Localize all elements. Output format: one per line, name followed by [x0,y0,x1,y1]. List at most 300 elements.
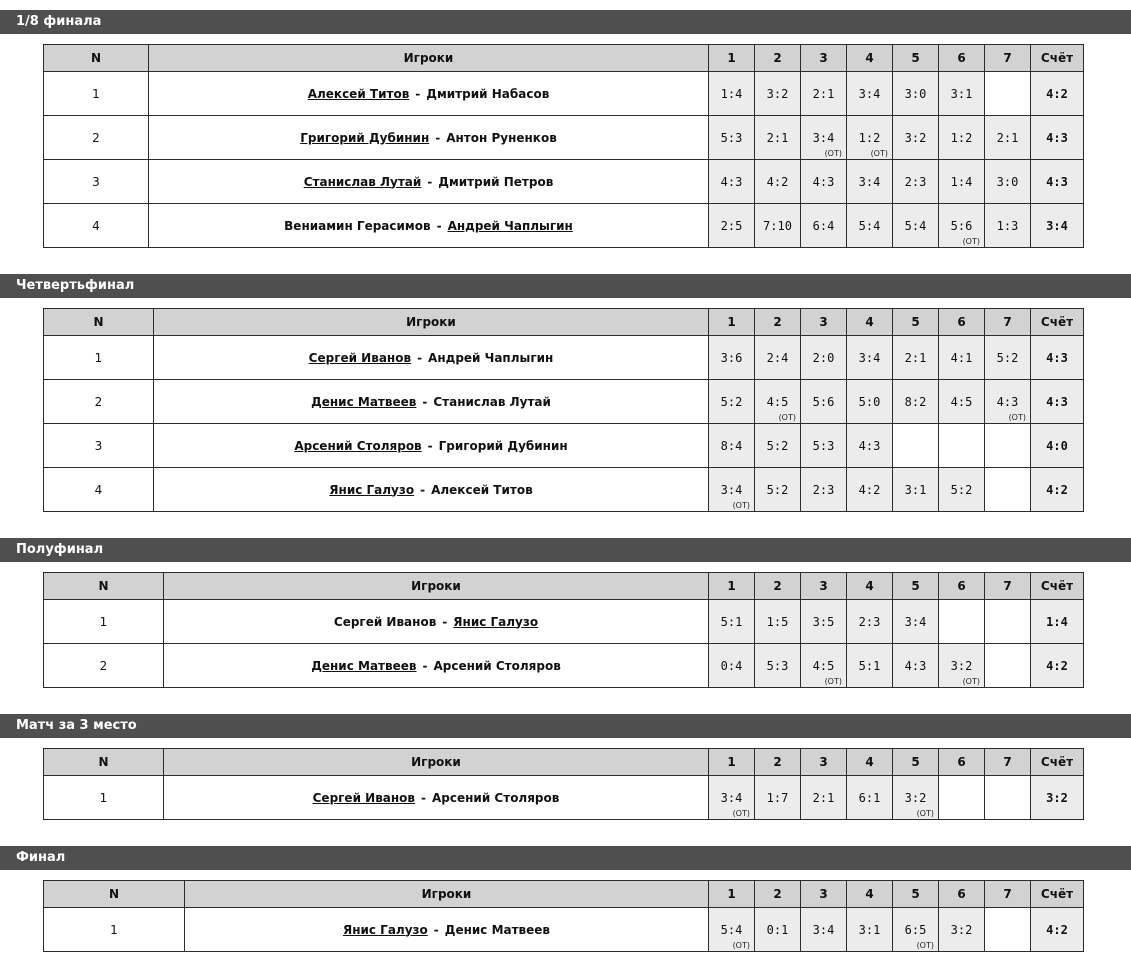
set-7-score [985,776,1031,820]
match-players [154,380,709,424]
table-header-row [44,881,1084,908]
match-total-score: 4:2 [1031,908,1084,952]
column-header-players: Игроки [164,573,709,600]
set-5-score [893,600,939,644]
set-score-value: 3:2 [766,86,789,101]
set-score-value: 3:4 [858,350,881,365]
set-4-score [847,468,893,512]
match-number: 1 [44,600,164,644]
set-score-value: 2:1 [904,350,927,365]
player-1-name[interactable]: Янис Галузо [342,922,428,937]
set-score-value: 3:0 [904,86,927,101]
set-1-score [709,468,755,512]
set-score-value: 5:4 [858,218,881,233]
column-header-set-2: 2 [755,309,801,336]
set-score-value: 1:4 [720,86,743,101]
stage-header: Финал [0,846,1131,870]
player-2-name: Дмитрий Набасов [426,86,550,101]
set-7-score [985,204,1031,248]
set-1-score [709,160,755,204]
column-header-set-7: 7 [985,749,1031,776]
set-7-score [985,424,1031,468]
set-score-value: 8:4 [720,438,743,453]
table-row [44,160,1084,204]
column-header-set-5: 5 [893,881,939,908]
set-6-score [939,776,985,820]
table-row [44,424,1084,468]
set-6-score [939,204,985,248]
match-number: 2 [44,380,154,424]
set-score-value: 0:1 [766,922,789,937]
player-separator: - [415,86,421,101]
column-header-set-1: 1 [709,881,755,908]
set-3-score [801,336,847,380]
column-header-set-6: 6 [939,309,985,336]
player-1-name[interactable]: Григорий Дубинин [300,130,430,145]
set-5-score [893,380,939,424]
player-2-name: Дмитрий Петров [438,174,554,189]
match-number: 1 [44,336,154,380]
column-header-set-7: 7 [985,45,1031,72]
column-header-set-3: 3 [801,881,847,908]
match-number: 4 [44,204,149,248]
table-row [44,116,1084,160]
overtime-marker: (ОТ) [778,413,796,422]
set-1-score [709,204,755,248]
set-7-score [985,644,1031,688]
set-score-value: 3:4 [812,922,835,937]
set-score-value: 5:6 [812,394,835,409]
set-3-score [801,72,847,116]
match-players [185,908,709,952]
set-score-value: 6:5 [904,922,927,937]
match-total-score: 4:2 [1031,644,1084,688]
set-2-score [755,776,801,820]
player-2-name: Станислав Лутай [433,394,551,409]
match-number: 3 [44,160,149,204]
column-header-set-2: 2 [755,45,801,72]
set-score-value: 2:3 [812,482,835,497]
column-header-players: Игроки [149,45,709,72]
overtime-marker: (ОТ) [962,237,980,246]
set-score-value: 4:3 [904,658,927,673]
set-7-score [985,160,1031,204]
results-table [43,572,1084,688]
set-score-value: 5:2 [766,438,789,453]
set-score-value: 5:2 [950,482,973,497]
set-6-score [939,380,985,424]
table-row [44,600,1084,644]
set-2-score [755,336,801,380]
set-score-value: 0:4 [720,658,743,673]
set-2-score [755,908,801,952]
set-2-score [755,600,801,644]
set-score-value: 4:1 [950,350,973,365]
set-3-score [801,204,847,248]
table-row [44,336,1084,380]
set-5-score [893,908,939,952]
set-2-score [755,424,801,468]
set-4-score [847,380,893,424]
results-table [43,748,1084,820]
set-score-value: 5:1 [720,614,743,629]
stage-header: Матч за 3 место [0,714,1131,738]
column-header-set-4: 4 [847,749,893,776]
set-4-score [847,424,893,468]
overtime-marker: (ОТ) [962,677,980,686]
results-table [43,308,1084,512]
column-header-score: Счёт [1031,573,1084,600]
column-header-set-5: 5 [893,45,939,72]
column-header-players: Игроки [185,881,709,908]
table-row [44,72,1084,116]
column-header-n: N [44,45,149,72]
player-1-name[interactable]: Янис Галузо [329,482,415,497]
column-header-set-3: 3 [801,45,847,72]
match-total-score: 4:3 [1031,336,1084,380]
set-score-value: 3:0 [996,174,1019,189]
match-number: 2 [44,116,149,160]
set-score-value: 5:6 [950,218,973,233]
set-score-value: 3:4 [812,130,835,145]
set-2-score [755,644,801,688]
player-separator: - [417,350,423,365]
column-header-set-1: 1 [709,309,755,336]
match-number: 1 [44,72,149,116]
set-3-score [801,424,847,468]
set-score-value: 6:1 [858,790,881,805]
set-3-score [801,160,847,204]
column-header-players: Игроки [164,749,709,776]
player-1-name[interactable]: Сергей Иванов [308,350,412,365]
set-score-value: 2:1 [812,86,835,101]
set-5-score [893,72,939,116]
set-score-value: 1:2 [858,130,881,145]
stage-header: 1/8 финала [0,10,1131,34]
player-1-name[interactable]: Станислав Лутай [303,174,422,189]
column-header-set-3: 3 [801,309,847,336]
set-score-value: 3:2 [904,790,927,805]
set-2-score [755,72,801,116]
overtime-marker: (ОТ) [1008,413,1026,422]
set-2-score [755,160,801,204]
set-6-score [939,336,985,380]
set-3-score [801,776,847,820]
set-score-value: 3:4 [720,790,743,805]
set-score-value: 5:3 [720,130,743,145]
set-score-value: 5:4 [904,218,927,233]
set-4-score [847,600,893,644]
player-separator: - [421,790,427,805]
overtime-marker: (ОТ) [870,149,888,158]
match-total-score: 3:2 [1031,776,1084,820]
set-7-score [985,380,1031,424]
set-1-score [709,380,755,424]
column-header-n: N [44,309,154,336]
set-6-score [939,116,985,160]
set-7-score [985,72,1031,116]
match-total-score: 4:0 [1031,424,1084,468]
table-row [44,776,1084,820]
column-header-players: Игроки [154,309,709,336]
set-score-value: 3:2 [950,922,973,937]
set-2-score [755,468,801,512]
set-4-score [847,116,893,160]
set-3-score [801,644,847,688]
set-score-value: 3:4 [904,614,927,629]
set-score-value: 7:10 [763,218,792,233]
player-2-name: Алексей Титов [431,482,533,497]
set-6-score [939,72,985,116]
player-1-name[interactable]: Алексей Титов [307,86,410,101]
set-score-value: 2:1 [812,790,835,805]
set-1-score [709,116,755,160]
column-header-score: Счёт [1031,881,1084,908]
match-number: 3 [44,424,154,468]
set-score-value: 4:3 [858,438,881,453]
table-header-row [44,749,1084,776]
table-header-row [44,45,1084,72]
column-header-n: N [44,573,164,600]
set-5-score [893,336,939,380]
set-4-score [847,908,893,952]
overtime-marker: (ОТ) [916,809,934,818]
set-5-score [893,424,939,468]
set-1-score [709,776,755,820]
player-separator: - [435,130,441,145]
overtime-marker: (ОТ) [732,941,750,950]
column-header-set-3: 3 [801,749,847,776]
set-score-value: 3:4 [858,86,881,101]
set-1-score [709,336,755,380]
set-score-value: 1:4 [950,174,973,189]
set-score-value: 2:0 [812,350,835,365]
set-4-score [847,204,893,248]
player-2-name: Григорий Дубинин [438,438,568,453]
set-score-value: 2:3 [904,174,927,189]
set-7-score [985,468,1031,512]
table-row [44,644,1084,688]
player-1-name: Сергей Иванов [333,614,437,629]
column-header-set-5: 5 [893,749,939,776]
player-separator: - [442,614,448,629]
column-header-set-4: 4 [847,573,893,600]
table-row [44,908,1084,952]
set-2-score [755,380,801,424]
set-1-score [709,908,755,952]
set-3-score [801,468,847,512]
set-score-value: 2:4 [766,350,789,365]
player-1-name[interactable]: Денис Матвеев [311,394,417,409]
player-separator: - [436,218,442,233]
set-1-score [709,600,755,644]
set-score-value: 2:1 [996,130,1019,145]
set-score-value: 1:7 [766,790,789,805]
set-score-value: 5:3 [766,658,789,673]
set-5-score [893,116,939,160]
player-separator: - [433,922,439,937]
set-3-score [801,116,847,160]
results-table [43,44,1084,248]
match-number: 1 [44,908,185,952]
set-1-score [709,72,755,116]
match-total-score: 4:3 [1031,380,1084,424]
set-7-score [985,600,1031,644]
set-3-score [801,380,847,424]
set-7-score [985,116,1031,160]
set-6-score [939,468,985,512]
column-header-set-6: 6 [939,573,985,600]
match-players [149,116,709,160]
column-header-score: Счёт [1031,45,1084,72]
set-score-value: 3:1 [950,86,973,101]
set-score-value: 4:3 [720,174,743,189]
column-header-set-3: 3 [801,573,847,600]
set-6-score [939,424,985,468]
set-score-value: 1:3 [996,218,1019,233]
column-header-set-1: 1 [709,45,755,72]
set-6-score [939,644,985,688]
table-header-row [44,309,1084,336]
player-2-name: Денис Матвеев [444,922,551,937]
set-score-value: 3:5 [812,614,835,629]
match-number: 2 [44,644,164,688]
set-4-score [847,160,893,204]
set-score-value: 4:5 [812,658,835,673]
column-header-set-2: 2 [755,749,801,776]
match-players [149,72,709,116]
player-1-name[interactable]: Денис Матвеев [311,658,417,673]
column-header-set-4: 4 [847,45,893,72]
player-2-name[interactable]: Янис Галузо [453,614,539,629]
match-total-score: 1:4 [1031,600,1084,644]
match-number: 1 [44,776,164,820]
set-5-score [893,644,939,688]
overtime-marker: (ОТ) [732,809,750,818]
set-2-score [755,204,801,248]
set-score-value: 3:4 [858,174,881,189]
column-header-set-7: 7 [985,573,1031,600]
set-5-score [893,468,939,512]
set-4-score [847,336,893,380]
table-row [44,380,1084,424]
overtime-marker: (ОТ) [916,941,934,950]
set-score-value: 4:5 [766,394,789,409]
column-header-set-6: 6 [939,749,985,776]
set-score-value: 4:3 [996,394,1019,409]
player-1-name[interactable]: Сергей Иванов [312,790,416,805]
match-players [149,160,709,204]
column-header-n: N [44,749,164,776]
set-score-value: 5:0 [858,394,881,409]
set-4-score [847,776,893,820]
player-2-name: Арсений Столяров [433,658,561,673]
column-header-set-4: 4 [847,881,893,908]
set-score-value: 4:2 [858,482,881,497]
player-separator: - [420,482,426,497]
column-header-set-5: 5 [893,309,939,336]
player-2-name: Андрей Чаплыгин [428,350,554,365]
set-score-value: 5:3 [812,438,835,453]
column-header-n: N [44,881,185,908]
column-header-set-1: 1 [709,749,755,776]
match-players [164,600,709,644]
table-row [44,204,1084,248]
set-score-value: 6:4 [812,218,835,233]
set-3-score [801,600,847,644]
set-score-value: 5:1 [858,658,881,673]
column-header-set-1: 1 [709,573,755,600]
match-players [154,424,709,468]
table-header-row [44,573,1084,600]
column-header-set-6: 6 [939,45,985,72]
set-score-value: 5:2 [720,394,743,409]
column-header-set-7: 7 [985,881,1031,908]
player-2-name[interactable]: Андрей Чаплыгин [447,218,573,233]
set-5-score [893,204,939,248]
set-score-value: 2:1 [766,130,789,145]
results-table [43,880,1084,952]
player-2-name: Арсений Столяров [432,790,560,805]
set-score-value: 4:3 [812,174,835,189]
set-6-score [939,160,985,204]
set-score-value: 5:4 [720,922,743,937]
match-total-score: 4:3 [1031,116,1084,160]
set-7-score [985,336,1031,380]
set-score-value: 3:1 [904,482,927,497]
column-header-set-4: 4 [847,309,893,336]
match-total-score: 4:3 [1031,160,1084,204]
set-score-value: 3:2 [904,130,927,145]
player-1-name[interactable]: Арсений Столяров [294,438,422,453]
column-header-set-5: 5 [893,573,939,600]
set-score-value: 3:1 [858,922,881,937]
set-score-value: 5:2 [766,482,789,497]
column-header-set-2: 2 [755,573,801,600]
set-5-score [893,160,939,204]
set-score-value: 4:5 [950,394,973,409]
column-header-score: Счёт [1031,309,1084,336]
set-score-value: 8:2 [904,394,927,409]
stage-header: Четвертьфинал [0,274,1131,298]
set-5-score [893,776,939,820]
column-header-set-7: 7 [985,309,1031,336]
set-score-value: 1:5 [766,614,789,629]
table-row [44,468,1084,512]
overtime-marker: (ОТ) [824,677,842,686]
column-header-score: Счёт [1031,749,1084,776]
match-players [154,468,709,512]
player-separator: - [427,174,433,189]
set-score-value: 4:2 [766,174,789,189]
match-number: 4 [44,468,154,512]
set-score-value: 1:2 [950,130,973,145]
set-7-score [985,908,1031,952]
match-players [154,336,709,380]
set-3-score [801,908,847,952]
match-total-score: 4:2 [1031,72,1084,116]
match-total-score: 3:4 [1031,204,1084,248]
set-4-score [847,72,893,116]
set-1-score [709,424,755,468]
overtime-marker: (ОТ) [732,501,750,510]
set-1-score [709,644,755,688]
set-2-score [755,116,801,160]
column-header-set-2: 2 [755,881,801,908]
player-separator: - [427,438,433,453]
match-players [164,776,709,820]
set-score-value: 3:6 [720,350,743,365]
